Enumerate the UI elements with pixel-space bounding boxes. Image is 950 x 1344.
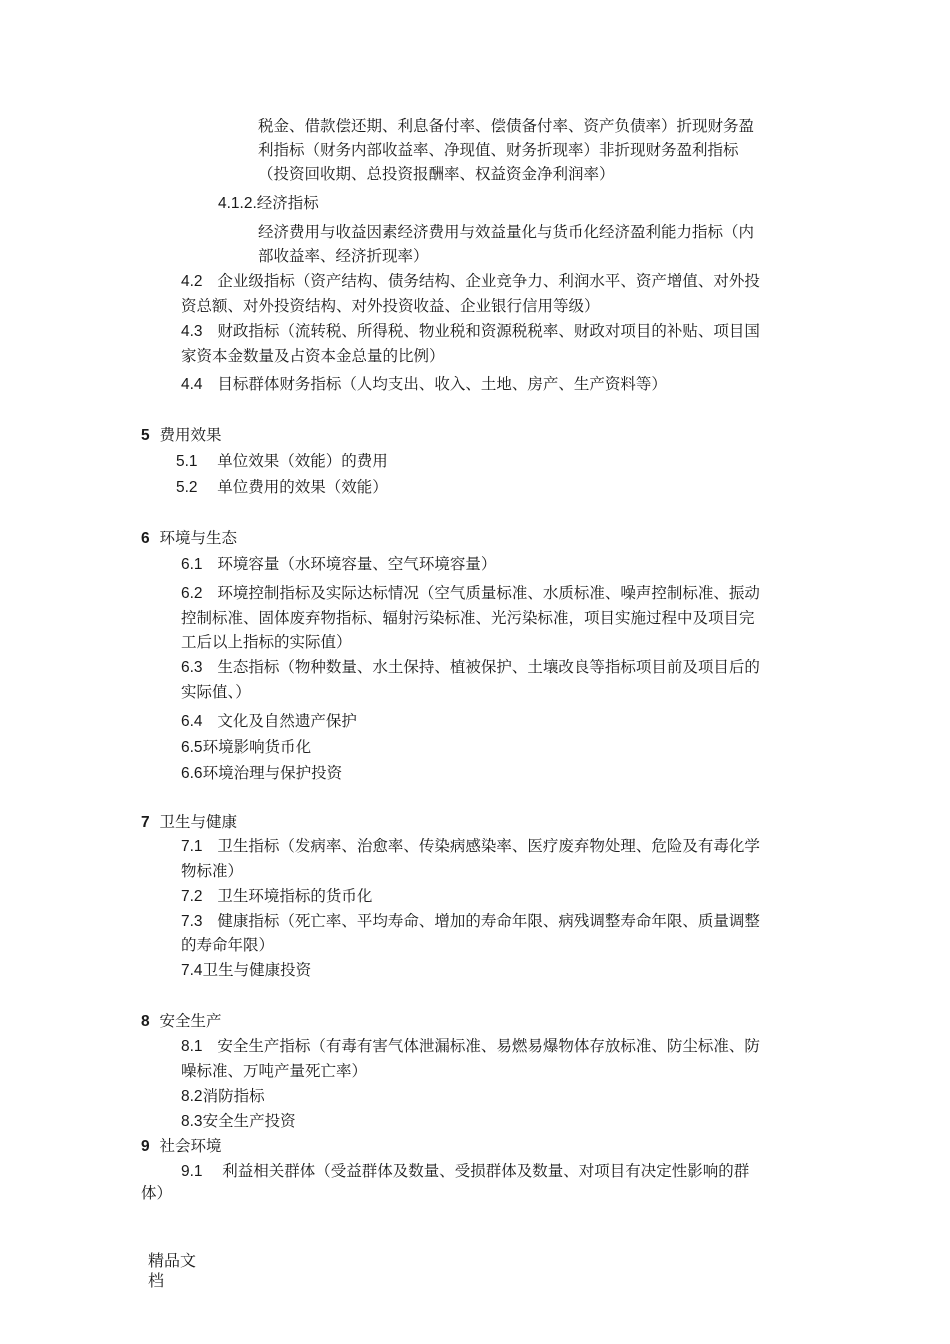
section-title: 社会环境 [159, 1137, 222, 1155]
section-number: 6 [141, 530, 150, 547]
item-6-1 [181, 554, 496, 575]
section-heading-5 [141, 425, 222, 446]
item-4-2 [181, 271, 760, 292]
item-5-1 [176, 451, 388, 472]
section-number: 8.3 [181, 1113, 203, 1130]
item-text: 环境影响货币化 [202, 738, 312, 756]
text-line: 利指标（财务内部收益率、净现值、财务折现率）非折现财务盈利指标 [258, 141, 739, 159]
section-number: 6.2 [181, 585, 203, 602]
text-line: 工后以上指标的实际值） [181, 633, 352, 651]
item-text: 文化及自然遗产保护 [217, 712, 357, 730]
item-6-2 [181, 583, 760, 604]
item-6-3 [181, 657, 760, 678]
section-number: 4.3 [181, 323, 203, 340]
item-text: 利益相关群体（受益群体及数量、受损群体及数量、对项目有决定性影响的群 [222, 1162, 750, 1180]
text-line: 实际值、） [181, 683, 251, 701]
text-line: 物标准） [181, 862, 244, 880]
section-number: 5.1 [176, 453, 198, 470]
item-7-4 [181, 960, 311, 981]
text-line: （投资回收期、总投资报酬率、权益资金净利润率） [258, 165, 615, 183]
section-number: 4.1.2. [218, 195, 257, 212]
section-title: 卫生与健康 [159, 813, 237, 831]
item-text: 单位费用的效果（效能） [217, 478, 388, 496]
item-text: 卫生指标（发病率、治愈率、传染病感染率、医疗废弃物处理、危险及有毒化学 [217, 837, 760, 855]
item-text: 环境治理与保护投资 [202, 764, 343, 782]
item-text: 环境控制指标及实际达标情况（空气质量标准、水质标准、噪声控制标准、振动 [217, 584, 760, 602]
text-line: 噪标准、万吨产量死亡率） [181, 1062, 368, 1080]
section-number: 9 [141, 1138, 150, 1155]
text-line: 家资本金数量及占资本金总量的比例） [181, 347, 445, 365]
watermark-text: 精品文 [148, 1251, 197, 1270]
text-line: 税金、借款偿还期、利息备付率、偿债备付率、资产负债率）折现财务盈 [258, 117, 755, 135]
text-line: 体） [141, 1184, 173, 1202]
item-7-3 [181, 911, 760, 932]
section-number: 7.3 [181, 913, 203, 930]
section-number: 6.5 [181, 739, 203, 756]
section-number: 8.1 [181, 1038, 203, 1055]
item-text: 目标群体财务指标（人均支出、收入、土地、房产、生产资料等） [217, 375, 667, 393]
section-number: 5 [141, 427, 150, 444]
section-number: 7.1 [181, 838, 203, 855]
section-title: 环境与生态 [159, 529, 237, 547]
item-4-3 [181, 321, 760, 342]
text-line: 的寿命年限） [181, 936, 275, 954]
item-text: 单位效果（效能）的费用 [217, 452, 388, 470]
section-title: 费用效果 [159, 426, 222, 444]
section-heading-6 [141, 528, 237, 549]
item-4-4 [181, 374, 667, 395]
watermark-text: 档 [148, 1271, 165, 1290]
item-7-2 [181, 886, 372, 907]
section-number: 6.6 [181, 765, 203, 782]
item-text: 安全生产投资 [202, 1112, 296, 1130]
item-6-6 [181, 763, 342, 784]
section-number: 5.2 [176, 479, 198, 496]
item-text: 健康指标（死亡率、平均寿命、增加的寿命年限、病残调整寿命年限、质量调整 [217, 912, 760, 930]
item-text: 生态指标（物种数量、水土保持、植被保护、土壤改良等指标项目前及项目后的 [217, 658, 760, 676]
section-number: 8.2 [181, 1088, 203, 1105]
section-heading-8 [141, 1011, 222, 1032]
text-line: 部收益率、经济折现率） [258, 247, 429, 265]
section-number: 9.1 [181, 1163, 203, 1180]
section-number: 8 [141, 1013, 150, 1030]
item-text: 卫生环境指标的货币化 [217, 887, 373, 905]
item-9-1 [181, 1161, 749, 1182]
section-number: 6.3 [181, 659, 203, 676]
section-number: 4.4 [181, 376, 203, 393]
section-heading-9 [141, 1136, 222, 1157]
item-8-2 [181, 1086, 265, 1107]
section-number: 7 [141, 814, 150, 831]
section-title: 安全生产 [159, 1012, 222, 1030]
section-heading-4-1-2 [218, 193, 319, 214]
item-text: 消防指标 [202, 1087, 265, 1105]
item-7-1 [181, 836, 760, 857]
section-number: 6.4 [181, 713, 203, 730]
item-text: 企业级指标（资产结构、债务结构、企业竞争力、利润水平、资产增值、对外投 [217, 272, 760, 290]
item-5-2 [176, 477, 388, 498]
text-line: 经济费用与收益因素经济费用与效益量化与货币化经济盈利能力指标（内 [258, 223, 755, 241]
section-number: 6.1 [181, 556, 203, 573]
item-8-1 [181, 1036, 760, 1057]
section-number: 4.2 [181, 273, 203, 290]
item-text: 安全生产指标（有毒有害气体泄漏标准、易燃易爆物体存放标准、防尘标准、防 [217, 1037, 760, 1055]
item-text: 卫生与健康投资 [202, 961, 312, 979]
item-8-3 [181, 1111, 296, 1132]
section-number: 7.4 [181, 962, 203, 979]
item-6-4 [181, 711, 357, 732]
section-heading-7 [141, 812, 237, 833]
text-line: 控制标准、固体废弃物指标、辐射污染标准、光污染标准，项目实施过程中及项目完 [181, 609, 755, 627]
item-text: 环境容量（水环境容量、空气环境容量） [217, 555, 497, 573]
item-text: 财政指标（流转税、所得税、物业税和资源税税率、财政对项目的补贴、项目国 [217, 322, 760, 340]
text-line: 资总额、对外投资结构、对外投资收益、企业银行信用等级） [181, 297, 600, 315]
item-6-5 [181, 737, 311, 758]
section-title: 经济指标 [256, 194, 319, 212]
section-number: 7.2 [181, 888, 203, 905]
